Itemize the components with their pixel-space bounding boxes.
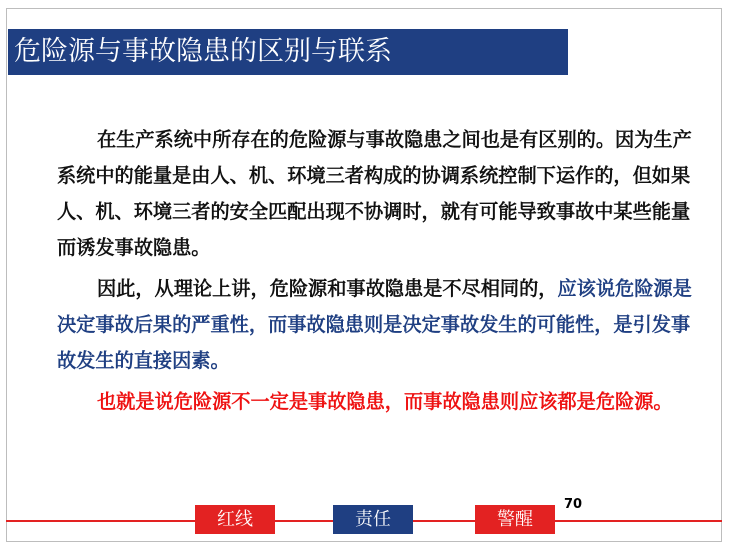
paragraph-2-plain: 因此，从理论上讲，危险源和事故隐患是不尽相同的， [97,277,558,300]
slide-title: 危险源与事故隐患的区别与联系 [8,29,568,75]
footer-tag-alert: 警醒 [475,505,555,534]
paragraph-1: 在生产系统中所存在的危险源与事故隐患之间也是有区别的。因为生产系统中的能量是由人、机、环境三者构成的协调系统控制下运作的，但如果人、机、环境三者的安全匹配出现不协调时，就有可能导致事故中某些能量而诱发事故隐患。 [57,128,692,259]
paragraph-2-highlight: 应该说危险源是决定事故后果的严重性，而事故隐患则是决定事故发生的可能性，是引发事故发生的直接因素。 [57,277,692,372]
paragraph-3-conclusion: 也就是说危险源不一定是事故隐患，而事故隐患则应该都是危险源。 [97,390,673,413]
footer-tag-red-line: 红线 [195,505,275,534]
paragraph-2 [57,271,707,379]
slide-body [57,122,707,425]
page-number: 70 [564,497,583,512]
footer-tag-responsibility: 责任 [333,505,413,534]
